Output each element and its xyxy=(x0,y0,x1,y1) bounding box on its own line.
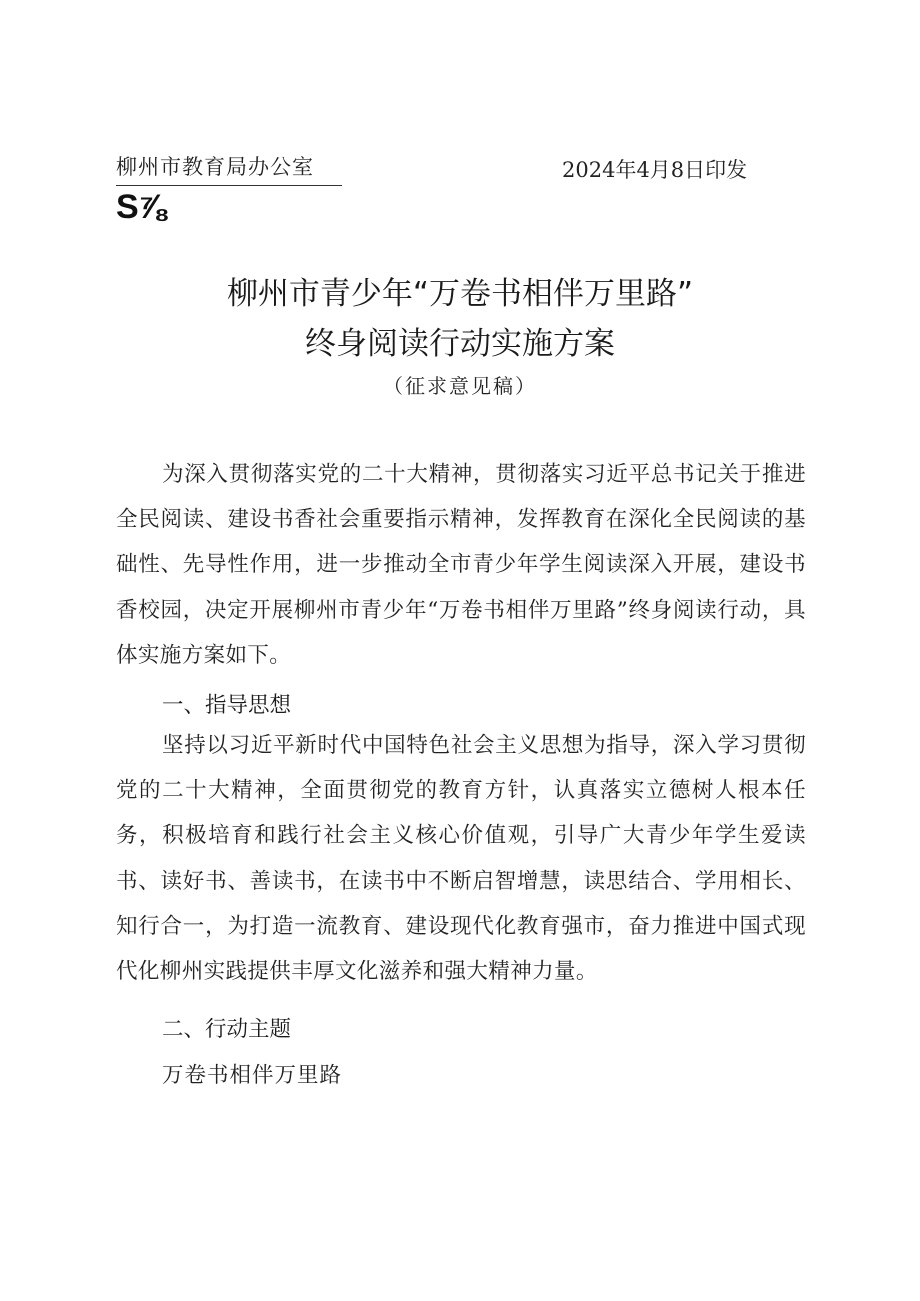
section-body-guiding-ideology: 坚持以习近平新时代中国特色社会主义思想为指导，深入学习贯彻党的二十大精神，全面贯彻党的教育方针，认真落实立德树人根本任务，积极培育和践行社会主义核心价值观，引导广大青少年学生爱读书、读好书、善读书，在读书中不断启智增慧，读思结合、学用相长、知行合一，为打造一流教育、建设现代化教育强市，奋力推进中国式现代化柳州实践提供丰厚文化滋养和强大精神力量。 xyxy=(116,733,806,985)
document-title-line-1: 柳州市青少年“万卷书相伴万里路” xyxy=(226,276,694,312)
document-title-line-2: 终身阅读行动实施方案 xyxy=(305,326,615,362)
issuer-name: 柳州市教育局办公室 xyxy=(116,151,342,186)
issue-date: 2024年4月8日印发 xyxy=(562,158,748,182)
document-subtitle: （征求意见稿） xyxy=(383,374,537,398)
section-body-action-theme: 万卷书相伴万里路 xyxy=(162,1063,343,1088)
intro-paragraph: 为深入贯彻落实党的二十大精神，贯彻落实习近平总书记关于推进全民阅读、建设书香社会重要指示精神，发挥教育在深化全民阅读的基础性、先导性作用，进一步推动全市青少年学生阅读深入开展，建设书香校园，决定开展柳州市青少年“万卷书相伴万里路”终身阅读行动，具体实施方案如下。 xyxy=(116,462,806,668)
section-heading-action-theme: 二、行动主题 xyxy=(162,1017,292,1042)
section-heading-guiding-ideology: 一、指导思想 xyxy=(162,693,292,718)
page-mark: S⅞ xyxy=(116,188,166,226)
